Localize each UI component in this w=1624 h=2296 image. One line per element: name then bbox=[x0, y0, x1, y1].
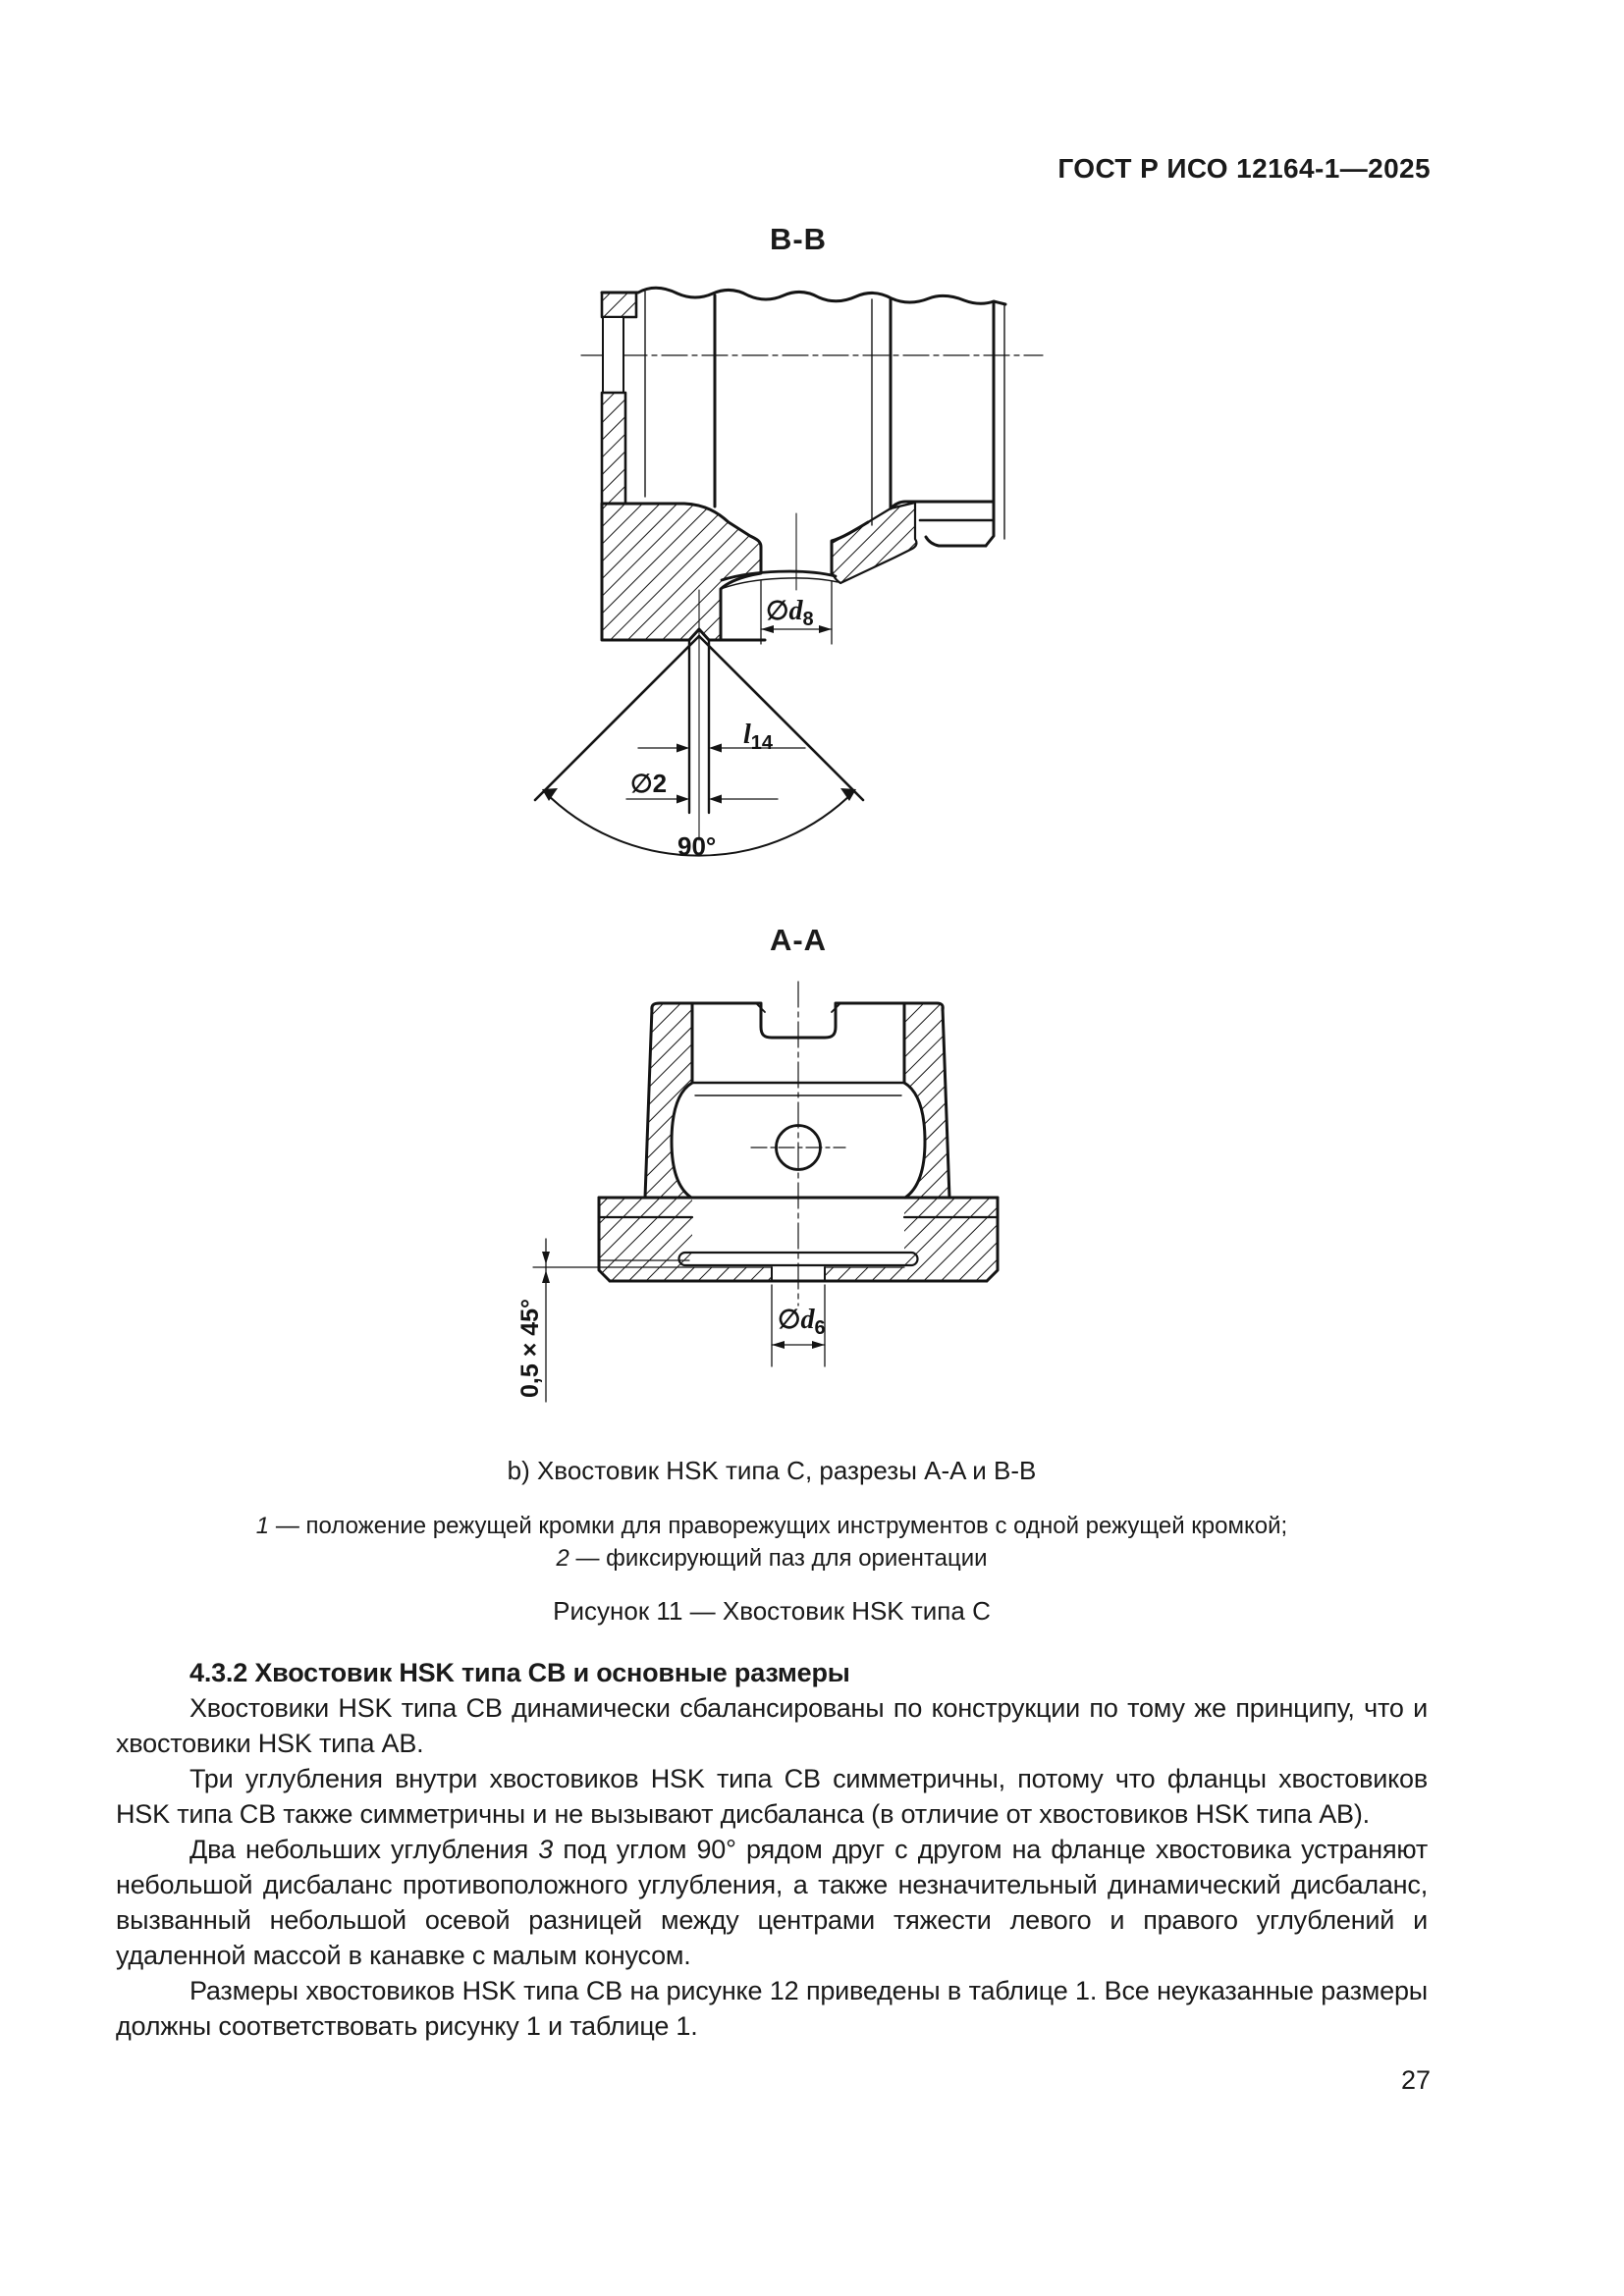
flange-section bbox=[602, 504, 761, 640]
legend-2-text: — фиксирующий паз для ориентации bbox=[575, 1545, 988, 1572]
callout-3-reference: 3 bbox=[538, 1835, 554, 1864]
legend-2-number: 2 bbox=[556, 1545, 569, 1572]
paragraph-3: Два небольших углубления 3 под углом 90° рядом друг с другом на фланце хвостовика устраняют небольшой дисбаланс противоположного углубления, а также незначительный динамический дисбаланс, вызванный небольшой осевой разницей между центрами тяжести левого и правого углублений и удаленной массой в канавке с малым конусом. bbox=[116, 1835, 1428, 1970]
paragraph-4: Размеры хвостовиков HSK типа CB на рисунке 12 приведены в таблице 1. Все неуказанные размеры должны соответствовать рисунку 1 и таблице 1. bbox=[116, 1976, 1428, 2041]
dim-dia2-label: ∅2 bbox=[630, 769, 668, 798]
body-text bbox=[116, 1655, 1428, 2044]
cone-edge bbox=[699, 636, 863, 800]
dim-d6-label: $\emptyset d_6$ bbox=[778, 1305, 826, 1339]
body-top bbox=[652, 1003, 943, 1038]
paragraph-1: Хвостовики HSK типа CB динамически сбалансированы по конструкции по тому же принципу, что и хвостовики HSK типа AB. bbox=[116, 1693, 1428, 1758]
section-aa-drawing bbox=[481, 970, 1129, 1429]
legend-1-number: 1 bbox=[255, 1513, 270, 1539]
section-aa-label: A-A bbox=[769, 923, 828, 957]
break-line bbox=[602, 288, 1005, 304]
page-number: 27 bbox=[1400, 2065, 1431, 2095]
dim-d8-label: $\emptyset d_8$ bbox=[766, 596, 814, 630]
dim-angle-label: 90° bbox=[677, 831, 717, 861]
figure-legend-2 bbox=[116, 1545, 1428, 1573]
legend-1-text: — положение режущей кромки для праворежущих инструментов с одной режущей кромкой; bbox=[275, 1513, 1288, 1539]
figure-caption: b) Хвостовик HSK типа C, разрезы A-A и B-B bbox=[507, 1456, 1037, 1485]
dim-l14-label: $l_{14}$ bbox=[743, 720, 774, 754]
figure-title: Рисунок 11 — Хвостовик HSK типа C bbox=[553, 1596, 991, 1626]
section-bb-label: B-B bbox=[769, 222, 828, 256]
section-bb-drawing bbox=[511, 273, 1070, 888]
figure-legend-1 bbox=[116, 1513, 1428, 1540]
dim-chamfer-label: 0,5 × 45° bbox=[516, 1298, 544, 1398]
section-heading: 4.3.2 Хвостовик HSK типа CB и основные размеры bbox=[189, 1658, 850, 1687]
cone-edge bbox=[535, 636, 699, 800]
page-header: ГОСТ Р ИСО 12164-1—2025 bbox=[1057, 153, 1431, 184]
paragraph-2: Три углубления внутри хвостовиков HSK типа CB симметричны, потому что фланцы хвостовиков HSK типа CB также симметричны и не вызывают дисбаланса (в отличие от хвостовиков HSK типа AB). bbox=[116, 1764, 1428, 1829]
